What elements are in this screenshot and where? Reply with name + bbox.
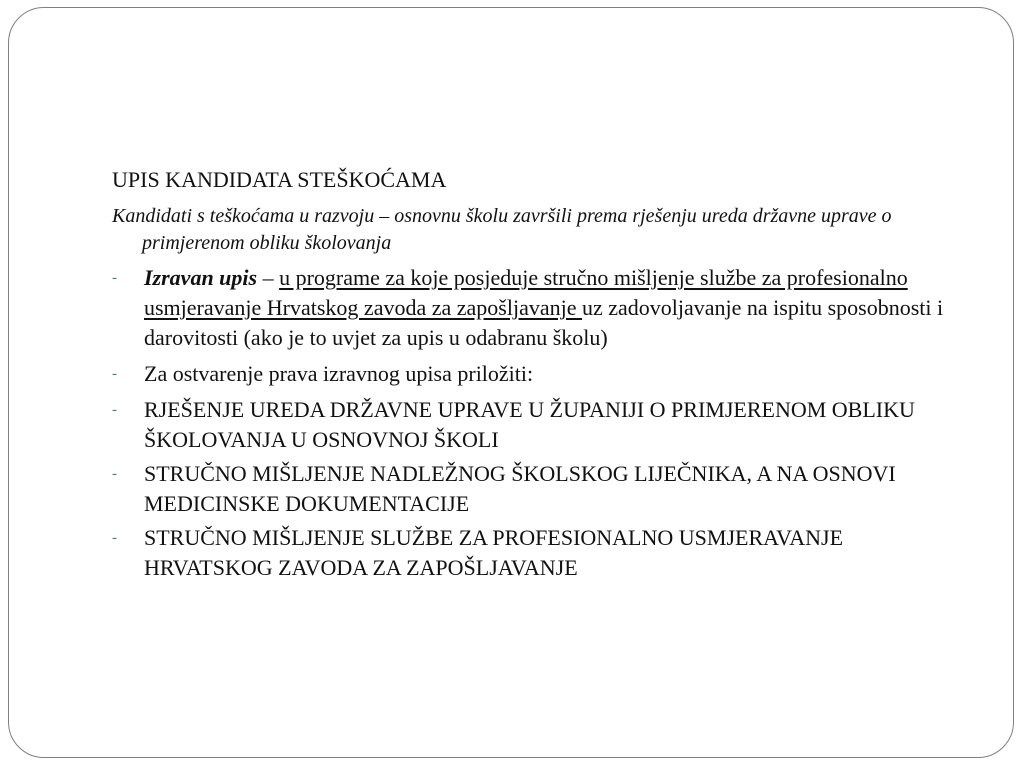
bullet-dash-icon: - — [112, 270, 117, 286]
bullet-dash-icon: - — [112, 402, 117, 418]
condition-text: uz zadovoljavanje na ispitu sposobnosti i darovitosti (ako je to uvjet za upis u odabranu školu) — [144, 295, 944, 350]
bullet-dash-icon: - — [112, 466, 117, 482]
slide-heading: UPIS KANDIDATA STEŠKOĆAMA — [112, 167, 447, 192]
intro-text: Kandidati s teškoćama u razvoju – osnovnu školu završili prema rješenju ureda državne uprave o primjerenom obliku školovanja — [112, 205, 892, 254]
underlined-program-text: u programe za koje posjeduje stručno mišljenje službe za profesionalno usmjeravanje Hrvatskog zavoda za zapošljavanje — [144, 265, 908, 320]
list-item-decision-document — [112, 395, 952, 455]
bullet-dash-icon: - — [112, 366, 117, 382]
list-item-text: STRUČNO MIŠLJENJE NADLEŽNOG ŠKOLSKOG LIJEČNIKA, A NA OSNOVI MEDICINSKE DOKUMENTACIJE — [144, 461, 896, 516]
list-item-service-opinion — [112, 523, 952, 583]
term-dash: – — [257, 265, 280, 290]
list-item-attachments-intro — [112, 359, 952, 389]
list-item-text: Za ostvarenje prava izravnog upisa priložiti: — [144, 361, 534, 386]
list-item-text: RJEŠENJE UREDA DRŽAVNE UPRAVE U ŽUPANIJI O PRIMJERENOM OBLIKU ŠKOLOVANJA U OSNOVNOJ ŠKOLI — [144, 397, 915, 452]
list-item-text: STRUČNO MIŠLJENJE SLUŽBE ZA PROFESIONALNO USMJERAVANJE HRVATSKOG ZAVODA ZA ZAPOŠLJAVANJE — [144, 525, 844, 580]
direct-enrollment-term: Izravan upis — [144, 265, 258, 290]
list-item-doctor-opinion — [112, 459, 952, 519]
bullet-dash-icon: - — [112, 530, 117, 546]
list-item-direct-enrollment — [112, 263, 952, 353]
slide-content — [112, 165, 952, 587]
